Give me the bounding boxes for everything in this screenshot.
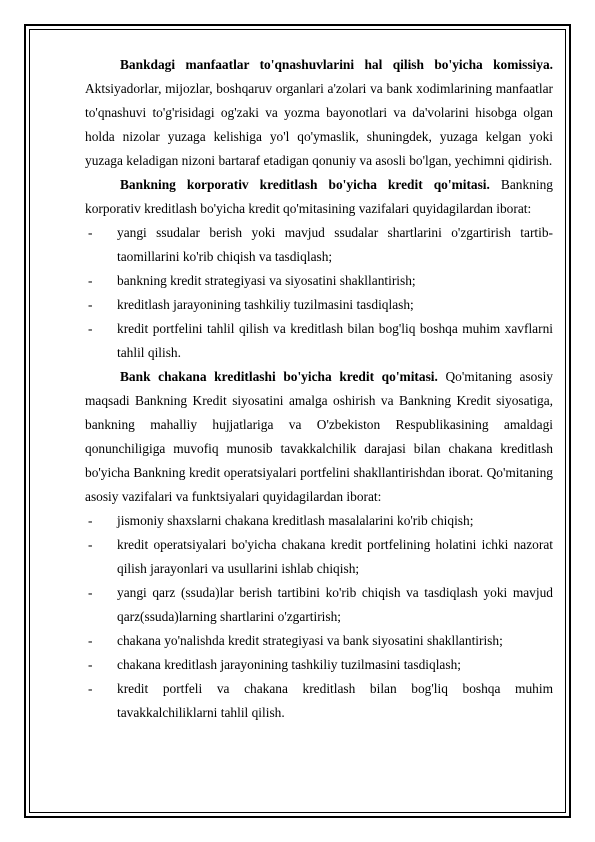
dash-marker: - xyxy=(88,321,93,336)
dash-marker: - xyxy=(88,297,93,312)
list-item: - kreditlash jarayonining tashkiliy tuzilmasini tasdiqlash; xyxy=(85,293,553,317)
heading-retail-credit-committee: Bank chakana kreditlashi bo'yicha kredit qo'mitasi. xyxy=(120,369,438,384)
text-retail-credit-committee: Qo'mitaning asosiy maqsadi Bankning Kredit siyosatini amalga oshirish va Bankning Kredit siyosatiga, bankning mahalliy hujjatlariga va O'zbekiston Respublikasining amaldagi qonunchiligiga muvofiq munosib tavakkalchilik darajasi bilan chakana kreditlash bo'yicha Bankning kredit operatsiyalari portfelini shakllantirishdan iborat. Qo'mitaning asosiy vazifalari va funktsiyalari quyidagilardan iborat: xyxy=(85,369,553,504)
list-item: - yangi qarz (ssuda)lar berish tartibini ko'rib chiqish va tasdiqlash yoki mavjud qarz(ssuda)larning shartlarini o'zgartirish; xyxy=(85,581,553,629)
list-item: - chakana yo'nalishda kredit strategiyasi va bank siyosatini shakllantirish; xyxy=(85,629,553,653)
retail-tasks-list xyxy=(85,509,553,725)
list-item: - kredit operatsiyalari bo'yicha chakana kredit portfelining holatini ichki nazorat qilish jarayonlari va usullarini ishlab chiqish; xyxy=(85,533,553,581)
list-item: - yangi ssudalar berish yoki mavjud ssudalar shartlarini o'zgartirish tartib-taomillarini ko'rib chiqish va tasdiqlash; xyxy=(85,221,553,269)
list-item: - bankning kredit strategiyasi va siyosatini shakllantirish; xyxy=(85,269,553,293)
text-conflict-commission: Aktsiyadorlar, mijozlar, boshqaruv organlari a'zolari va bank xodimlarining manfaatlar to'qnashuvi to'g'risidagi og'zaki va yozma bayonotlari va da'volarini hisobga olgan holda nizolar yuzaga kelishiga yo'l qo'ymaslik, shuningdek, yuzaga kelgan yoki yuzaga keladigan nizoni bartaraf etadigan qonuniy va asosli bo'lgan, yechimni qidirish. xyxy=(85,81,553,168)
dash-marker: - xyxy=(88,513,93,528)
dash-marker: - xyxy=(88,225,93,240)
dash-marker: - xyxy=(88,537,93,552)
dash-marker: - xyxy=(88,657,93,672)
list-item: - kredit portfeli va chakana kreditlash bilan bog'liq boshqa muhim tavakkalchiliklarni tahlil qilish. xyxy=(85,677,553,725)
dash-marker: - xyxy=(88,585,93,600)
list-item: - kredit portfelini tahlil qilish va kreditlash bilan bog'liq boshqa muhim xavflarni tahlil qilish. xyxy=(85,317,553,365)
paragraph-retail-credit-committee xyxy=(85,365,553,509)
paragraph-corporate-credit-committee xyxy=(85,173,553,221)
paragraph-conflict-commission xyxy=(85,53,553,173)
corporate-tasks-list xyxy=(85,221,553,365)
document-body xyxy=(85,53,553,725)
list-item: - chakana kreditlash jarayonining tashkiliy tuzilmasini tasdiqlash; xyxy=(85,653,553,677)
list-item: - jismoniy shaxslarni chakana kreditlash masalalarini ko'rib chiqish; xyxy=(85,509,553,533)
heading-conflict-commission: Bankdagi manfaatlar to'qnashuvlarini hal qilish bo'yicha komissiya. xyxy=(120,57,553,72)
text-corporate-credit-committee: Bankning korporativ kreditlash bo'yicha kredit qo'mitasining vazifalari quyidagilardan iborat: xyxy=(85,177,553,216)
dash-marker: - xyxy=(88,681,93,696)
dash-marker: - xyxy=(88,273,93,288)
heading-corporate-credit-committee: Bankning korporativ kreditlash bo'yicha kredit qo'mitasi. xyxy=(120,177,490,192)
dash-marker: - xyxy=(88,633,93,648)
